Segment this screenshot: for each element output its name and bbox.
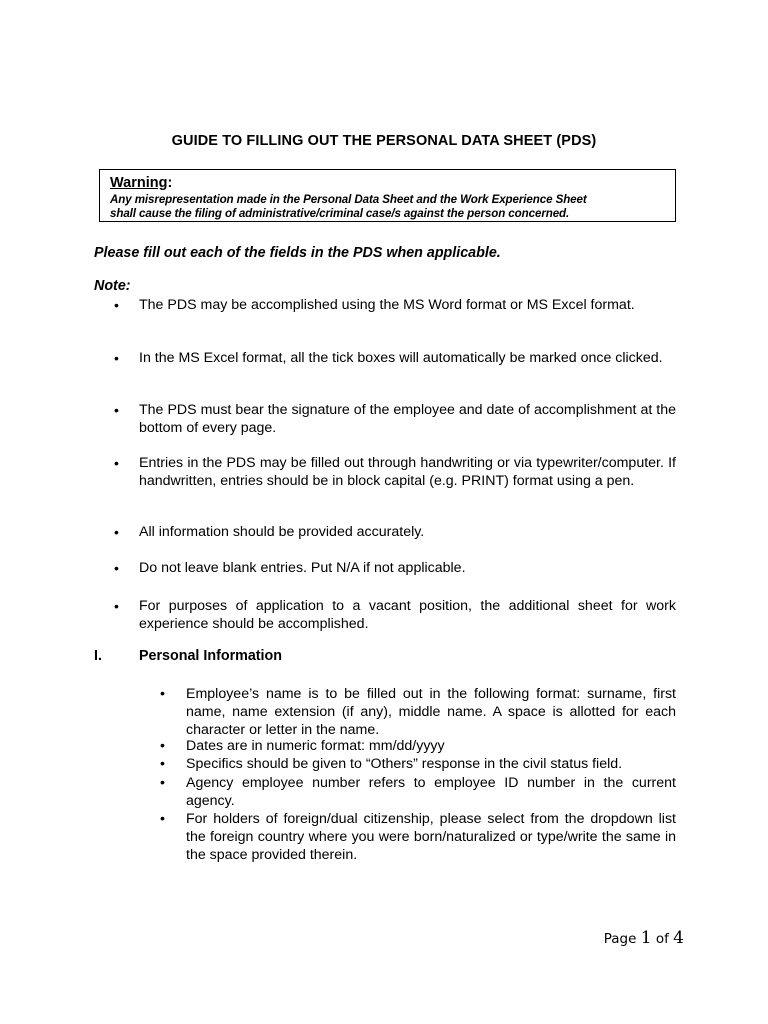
warning-label: Warning xyxy=(110,175,168,191)
section-heading xyxy=(94,648,282,664)
note-item xyxy=(114,296,676,314)
bullet-icon: • xyxy=(114,524,119,540)
personal-info-item xyxy=(160,685,676,739)
personal-info-text: Employee’s name is to be filled out in the following format: surname, first name, name extension (if any), middle name. A space is allotted for each character or letter in the name. xyxy=(186,686,676,738)
personal-info-item xyxy=(160,755,676,773)
note-text: The PDS may be accomplished using the MS Word format or MS Excel format. xyxy=(139,297,635,313)
personal-info-item xyxy=(160,810,676,864)
bullet-icon: • xyxy=(160,775,165,791)
warning-colon: : xyxy=(167,175,173,191)
section-number: I. xyxy=(94,648,102,664)
bullet-icon: • xyxy=(114,297,119,313)
note-text: For purposes of application to a vacant position, the additional sheet for work experience should be accomplished. xyxy=(139,598,676,632)
bullet-icon: • xyxy=(114,455,119,471)
personal-info-text: For holders of foreign/dual citizenship, please select from the dropdown list the foreign country where you were born/naturalized or type/write the same in the space provided therein. xyxy=(186,811,676,863)
page-word: Page xyxy=(603,931,637,947)
warning-text-line-1: Any misrepresentation made in the Personal Data Sheet and the Work Experience Sheet xyxy=(110,193,587,206)
warning-heading xyxy=(110,174,675,193)
bullet-icon: • xyxy=(160,811,165,827)
note-item xyxy=(114,559,676,577)
note-text: In the MS Excel format, all the tick boxes will automatically be marked once clicked. xyxy=(139,350,663,366)
bullet-icon: • xyxy=(114,560,119,576)
note-item xyxy=(114,401,676,437)
bullet-icon: • xyxy=(114,402,119,418)
total-pages: 4 xyxy=(673,928,684,948)
bullet-icon: • xyxy=(160,756,165,772)
bullet-icon: • xyxy=(114,350,119,366)
page-number xyxy=(604,928,684,948)
bullet-icon: • xyxy=(114,598,119,614)
bullet-icon: • xyxy=(160,738,165,754)
note-text: The PDS must bear the signature of the employee and date of accomplishment at the bottom of every page. xyxy=(139,402,676,436)
warning-box xyxy=(99,169,676,222)
of-word: of xyxy=(655,931,669,947)
page-title: GUIDE TO FILLING OUT THE PERSONAL DATA SHEET (PDS) xyxy=(171,133,597,149)
note-text: Do not leave blank entries. Put N/A if not applicable. xyxy=(139,560,466,576)
current-page: 1 xyxy=(640,928,652,948)
note-label: Note: xyxy=(94,278,131,294)
personal-info-text: Dates are in numeric format: mm/dd/yyyy xyxy=(186,738,445,754)
note-item xyxy=(114,349,676,367)
note-item xyxy=(114,454,676,490)
warning-text-line-2: shall cause the filing of administrative/criminal case/s against the person concerned. xyxy=(110,207,570,220)
personal-info-text: Specifics should be given to “Others” response in the civil status field. xyxy=(186,756,623,772)
section-title: Personal Information xyxy=(139,648,282,664)
personal-info-text: Agency employee number refers to employee ID number in the current agency. xyxy=(186,775,676,809)
personal-info-item xyxy=(160,774,676,810)
note-item xyxy=(114,597,676,633)
bullet-icon: • xyxy=(160,686,165,702)
intro-instruction: Please fill out each of the fields in the PDS when applicable. xyxy=(94,245,501,261)
note-item xyxy=(114,523,676,541)
personal-info-item xyxy=(160,737,676,755)
note-text: Entries in the PDS may be filled out through handwriting or via typewriter/computer. If handwritten, entries should be in block capital (e.g. PRINT) format using a pen. xyxy=(139,455,676,489)
note-text: All information should be provided accurately. xyxy=(139,524,425,540)
